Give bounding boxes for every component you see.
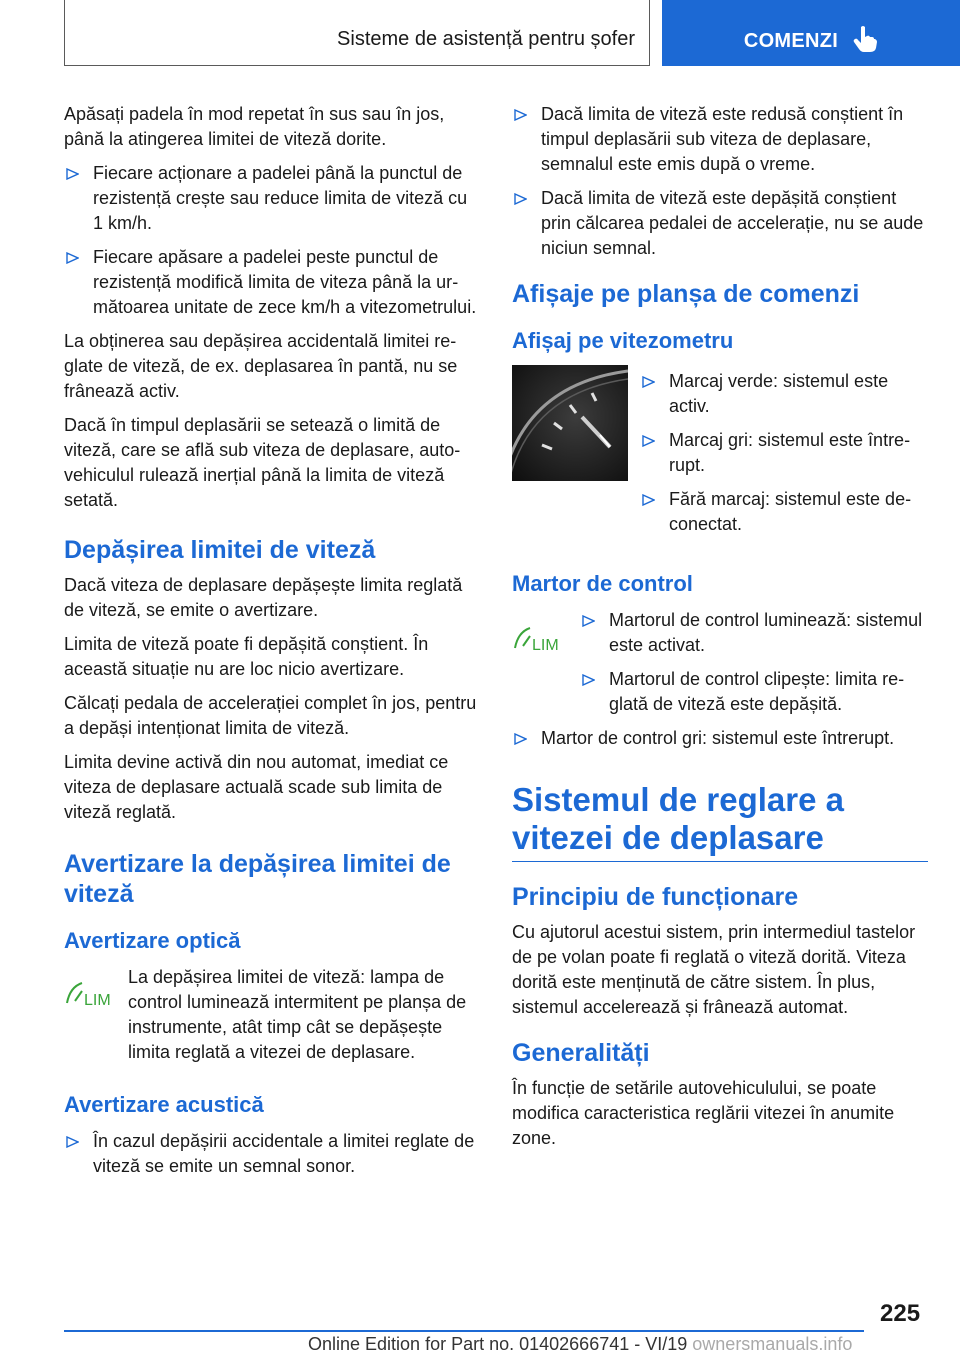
heading-principiu: Principiu de funcționare: [512, 883, 799, 911]
list-item: Martorul de control luminează: sistemul este activat.: [580, 608, 928, 658]
bullet-triangle-icon: [514, 193, 527, 205]
heading-avertizare-optica: Avertizare optică: [64, 928, 241, 953]
header-section-title: [64, 0, 650, 66]
page-number: 225: [880, 1300, 921, 1327]
section-title: Sisteme de asistență pentru șofer: [337, 28, 635, 50]
heading-depasire: Depășirea limitei de viteză: [64, 536, 376, 564]
speedometer-legend: [628, 365, 928, 546]
speedometer-image: [512, 365, 628, 481]
speedometer-display: [512, 365, 928, 546]
list-item: Fiecare acționare a padelei până la punctul de rezistență crește sau reduce limita de viteză cu 1 km/h.: [64, 161, 480, 236]
tab-comenzi[interactable]: [662, 0, 960, 66]
svg-text:LIM: LIM: [84, 992, 111, 1009]
speed-limiter-lim-icon: [512, 624, 568, 654]
heading-afisaje: Afișaje pe planșa de comenzi: [512, 280, 860, 308]
hand-pointer-icon: [852, 25, 878, 53]
watermark-text: ownersmanuals.info: [692, 1334, 853, 1354]
list-item: Dacă limita de viteză este redusă conștient în timpul deplasării sub viteza de deplasare, semnalul este emis după o vreme.: [512, 102, 928, 177]
paragraph: Dacă în timpul deplasării se setează o limită de viteză, care se află sub viteza de deplasare, autovehiculul rulează inerțial până la limita de viteză setată.: [64, 415, 461, 510]
paragraph: Limita devine activă din nou automat, imediat ce viteza de deplasare actuală scade sub limita de viteză reglată.: [64, 752, 449, 822]
heading-avertizare: Avertizare la depășirea limitei de viteză: [64, 850, 451, 908]
bullet-triangle-icon: [642, 494, 655, 506]
paragraph: În funcție de setările autovehiculului, se poate modifica caracteristica reglării vitezei în anumite zone.: [512, 1078, 895, 1148]
bullet-triangle-icon: [582, 615, 595, 627]
list-item: Fiecare apăsare a padelei peste punctul de rezistență modifică limita de viteza până la următoarea unitate de zece km/h a vitezometrului.: [64, 245, 480, 320]
speed-limiter-lim-icon: [64, 979, 120, 1009]
footer-edition: [308, 1334, 852, 1355]
heading-sistem-reglare: Sistemul de reglare a vitezei de deplasare: [512, 781, 928, 862]
tab-label: COMENZI: [743, 30, 839, 52]
paragraph: Cu ajutorul acestui sistem, prin intermediul tastelor de pe volan poate fi reglată o viteză dorită. Viteza dorită este menținută de către sistem. În plus, sistemul accelerează și frânează automat.: [512, 922, 916, 1017]
heading-avertizare-acustica: Avertizare acustică: [64, 1092, 264, 1117]
right-column: [512, 102, 928, 1160]
optic-warning-block: [64, 965, 480, 1065]
list-item: În cazul depășirii accidentale a limitei reglate de viteză se emite un semnal sonor.: [64, 1129, 480, 1179]
left-column: [64, 102, 480, 1188]
svg-text:LIM: LIM: [532, 637, 559, 654]
paragraph: La obținerea sau depășirea accidentală limitei reglate de viteză, de ex. deplasarea în pantă, nu se frânează activ.: [64, 331, 458, 401]
paragraph: Apăsați padela în mod repetat în sus sau în jos, până la atingerea limitei de viteză dorite.: [64, 104, 445, 149]
control-light-block: [512, 608, 928, 726]
paragraph: Dacă viteza de deplasare depășește limita reglată de viteză, se emite o avertizare.: [64, 575, 463, 620]
list-item: Dacă limita de viteză este depășită conștient prin călcarea pedalei de accelerație, nu se aude niciun semnal.: [512, 186, 928, 261]
list-item: Martorul de control clipește: limita reglată de viteză este depășită.: [580, 667, 928, 717]
heading-generalitati: Generalități: [512, 1039, 650, 1067]
list-item: Marcaj verde: sistemul este activ.: [640, 369, 928, 419]
heading-martor: Martor de control: [512, 571, 693, 596]
bullet-triangle-icon: [66, 252, 79, 264]
paragraph: Călcați pedala de accelerației complet în jos, pentru a depăși intenționat limita de viteză.: [64, 693, 477, 738]
bullet-triangle-icon: [66, 1136, 79, 1148]
bullet-triangle-icon: [642, 435, 655, 447]
bullet-triangle-icon: [514, 733, 527, 745]
bullet-triangle-icon: [514, 109, 527, 121]
list-item: Marcaj gri: sistemul este întrerupt.: [640, 428, 928, 478]
bullet-triangle-icon: [66, 168, 79, 180]
footer-divider: [64, 1330, 864, 1332]
bullet-triangle-icon: [582, 674, 595, 686]
paragraph: Limita de viteză poate fi depășită conștient. În această situație nu are loc nicio avertizare.: [64, 634, 429, 679]
list-item: Fără marcaj: sistemul este deconectat.: [640, 487, 928, 537]
heading-afisaj-vitezometru: Afișaj pe vitezometru: [512, 328, 734, 353]
edition-text: Online Edition for Part no. 01402666741 - VI/19: [308, 1334, 688, 1354]
paragraph: La depășirea limitei de viteză: lampa de control luminează intermitent pe planșa de instrumente, atât timp cât se depășește limita reglată a vitezei de deplasare.: [128, 967, 467, 1062]
bullet-triangle-icon: [642, 376, 655, 388]
list-item: Martor de control gri: sistemul este întrerupt.: [512, 726, 928, 751]
